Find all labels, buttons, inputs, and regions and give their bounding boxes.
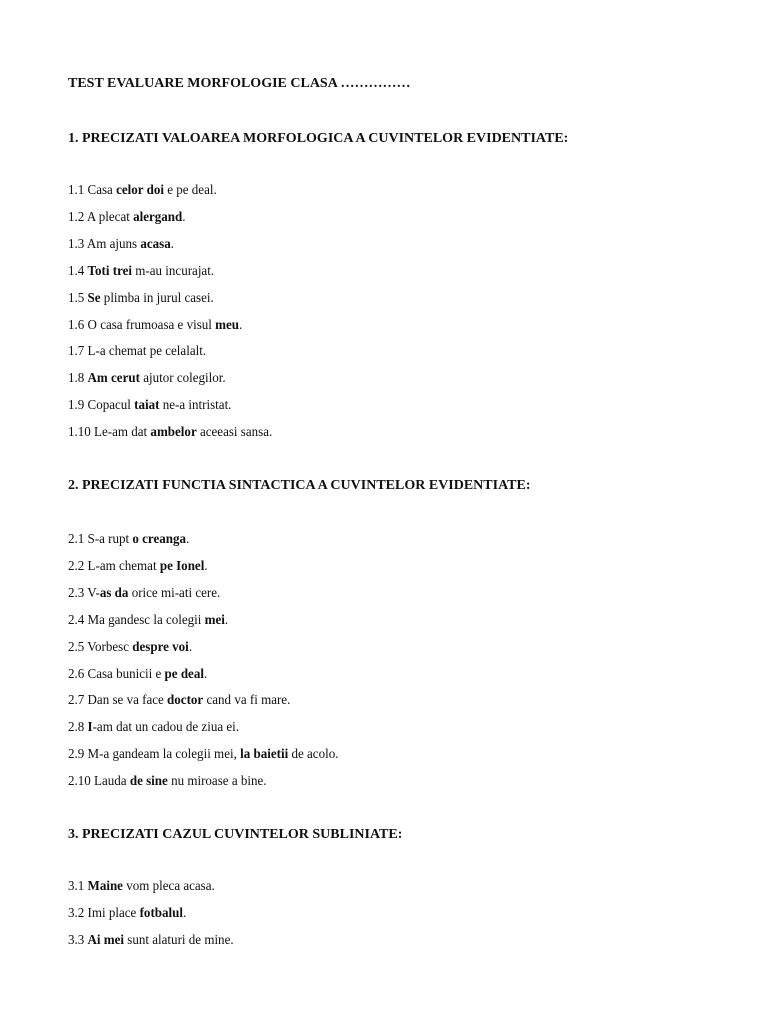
question-text-before: S-a rupt [87, 532, 133, 547]
question-item [68, 933, 234, 949]
question-text-after: sunt alaturi de mine. [124, 932, 234, 948]
question-number: 1.8 [68, 371, 85, 387]
question-item [68, 640, 192, 656]
question-text-before: Imi place [87, 905, 140, 921]
question-item [68, 398, 231, 414]
question-text-after: . [203, 666, 208, 682]
question-item [68, 371, 226, 387]
question-text-after: . [182, 209, 186, 225]
question-item [68, 667, 207, 683]
question-text-before: Copacul [87, 398, 135, 414]
question-text-after: de acolo. [288, 747, 339, 763]
question-number: 2.10 [68, 774, 91, 790]
highlighted-word: meu [215, 317, 240, 333]
question-item [68, 879, 215, 895]
question-text-after: m-au incurajat. [132, 263, 215, 279]
question-text-before: L-am chemat [87, 558, 160, 574]
question-text-after: vom pleca acasa. [122, 879, 215, 894]
highlighted-word: pe Ionel [159, 558, 205, 574]
question-number: 1.4 [68, 263, 85, 279]
question-number: 2.7 [68, 693, 85, 709]
question-text-before: Le-am dat [94, 425, 151, 441]
question-text-before: A plecat [86, 209, 134, 225]
question-text-after: cand va fi mare. [203, 693, 291, 709]
question-item [68, 183, 217, 199]
question-text-before: Casa bunicii e [87, 666, 165, 682]
highlighted-word: Ai mei [87, 932, 125, 948]
question-text-before: Lauda [94, 774, 130, 790]
question-text-before: M-a gandeam la colegii mei, [87, 747, 241, 763]
question-text-after: . [186, 532, 190, 547]
question-number: 1.10 [68, 425, 91, 441]
question-number: 2.2 [68, 558, 85, 574]
question-number: 1.7 [68, 344, 85, 360]
question-item [68, 425, 272, 441]
question-text-after: . [188, 639, 193, 655]
question-text-after: ajutor colegilor. [139, 371, 226, 387]
question-item [68, 720, 239, 736]
question-text-after: nu miroase a bine. [167, 774, 267, 790]
question-item [68, 613, 228, 629]
highlighted-word: mei [204, 612, 225, 628]
question-text-before: L-a chemat pe celalalt. [87, 344, 207, 360]
highlighted-word: fotbalul [139, 905, 184, 921]
question-number: 2.5 [68, 639, 85, 655]
question-text-after: . [204, 558, 208, 574]
question-item [68, 291, 214, 307]
question-item [68, 586, 220, 602]
question-item [68, 747, 338, 763]
question-item [68, 906, 186, 922]
question-item [68, 344, 206, 360]
question-text-after: -am dat un cadou de ziua ei. [92, 720, 240, 736]
question-number: 1.2 [68, 209, 85, 225]
question-number: 2.9 [68, 747, 85, 763]
highlighted-word: celor doi [116, 183, 164, 198]
section-heading-1: 1. PRECIZATI VALOAREA MORFOLOGICA A CUVINTELOR EVIDENTIATE: [68, 131, 569, 146]
highlighted-word: de sine [129, 774, 168, 790]
question-number: 1.3 [68, 236, 85, 252]
highlighted-word: Se [87, 290, 101, 306]
highlighted-word: pe deal [164, 666, 204, 682]
highlighted-word: o creanga [132, 532, 187, 547]
question-number: 1.5 [68, 290, 85, 306]
question-number: 1.6 [68, 317, 85, 333]
highlighted-word: as da [99, 585, 129, 601]
question-text-after: aceeasi sansa. [196, 425, 273, 441]
question-item [68, 693, 290, 709]
question-number: 3.3 [68, 932, 85, 948]
question-item [68, 559, 208, 575]
question-item [68, 264, 214, 280]
question-text-after: ne-a intristat. [159, 398, 232, 414]
question-item [68, 774, 267, 790]
test-title: TEST EVALUARE MORFOLOGIE CLASA …………… [68, 76, 411, 91]
question-item [68, 237, 174, 253]
question-item [68, 210, 186, 226]
highlighted-word: Am cerut [87, 371, 140, 387]
question-text-before: O casa frumoasa e visul [87, 317, 216, 333]
question-number: 2.1 [68, 532, 85, 547]
question-text-after: . [170, 236, 174, 252]
question-text-after: plimba in jurul casei. [100, 290, 214, 306]
question-number: 2.6 [68, 666, 85, 682]
question-number: 3.2 [68, 905, 85, 921]
question-number: 1.1 [68, 183, 85, 198]
highlighted-word: Maine [87, 879, 123, 894]
question-number: 2.3 [68, 585, 85, 601]
highlighted-word: taiat [134, 398, 160, 414]
question-number: 3.1 [68, 879, 85, 894]
section-heading-3: 3. PRECIZATI CAZUL CUVINTELOR SUBLINIATE: [68, 827, 403, 842]
question-number: 1.9 [68, 398, 85, 414]
question-text-after: e pe deal. [163, 183, 217, 198]
question-text-before: Casa [87, 183, 117, 198]
question-item [68, 318, 242, 334]
highlighted-word: acasa [140, 236, 171, 252]
question-number: 2.4 [68, 612, 85, 628]
question-text-after: . [183, 905, 187, 921]
question-item [68, 532, 189, 548]
highlighted-word: alergand [133, 209, 183, 225]
question-text-after: orice mi-ati cere. [128, 585, 221, 601]
question-text-before: Ma gandesc la colegii [87, 612, 205, 628]
highlighted-word: doctor [167, 693, 204, 709]
highlighted-word: la baietii [240, 747, 289, 763]
highlighted-word: despre voi [132, 639, 189, 655]
question-text-before: Dan se va face [87, 693, 168, 709]
highlighted-word: ambelor [150, 425, 197, 441]
question-text-before: V- [87, 585, 100, 601]
section-heading-2: 2. PRECIZATI FUNCTIA SINTACTICA A CUVINTELOR EVIDENTIATE: [68, 478, 531, 493]
question-text-before: Vorbesc [87, 639, 133, 655]
highlighted-word: I [87, 720, 93, 736]
question-text-before: Am ajuns [86, 236, 141, 252]
question-number: 2.8 [68, 720, 85, 736]
question-text-after: . [224, 612, 229, 628]
highlighted-word: Toti trei [87, 263, 133, 279]
question-text-after: . [239, 317, 243, 333]
